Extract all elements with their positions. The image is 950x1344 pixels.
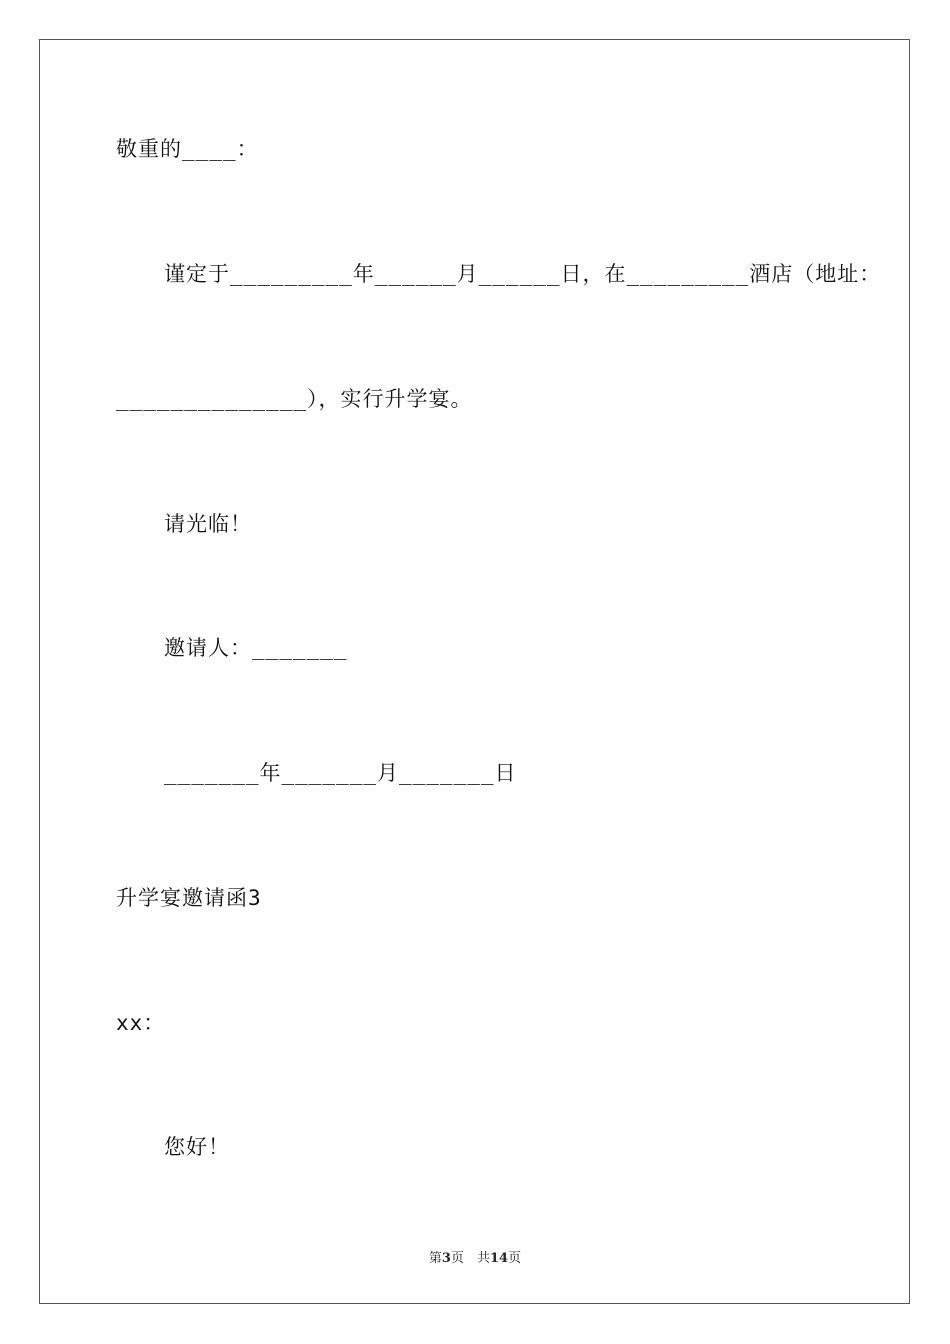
footer-page-number: 3 — [441, 1251, 451, 1266]
addressee-line: xx： — [116, 1011, 166, 1035]
footer-suffix: 页 — [508, 1251, 522, 1266]
greeting-line: 您好！ — [164, 1135, 230, 1159]
footer-prefix: 第 — [428, 1251, 442, 1266]
footer-mid: 页 共 — [450, 1251, 490, 1266]
address-line: ______________），实行升学宴。 — [116, 387, 473, 411]
salutation-line: 敬重的____： — [116, 137, 259, 161]
page-border — [39, 39, 910, 1304]
date-venue-line: 谨定于_________年______月______日，在_________酒店（地址： — [164, 262, 882, 286]
section-heading: 升学宴邀请函3 — [116, 886, 262, 910]
page-footer — [0, 1247, 950, 1266]
invite-line: 请光临！ — [164, 512, 252, 536]
signature-date-line: _______年_______月_______日 — [164, 761, 517, 785]
inviter-line: 邀请人：_______ — [164, 636, 348, 660]
footer-total-pages: 14 — [489, 1251, 509, 1266]
